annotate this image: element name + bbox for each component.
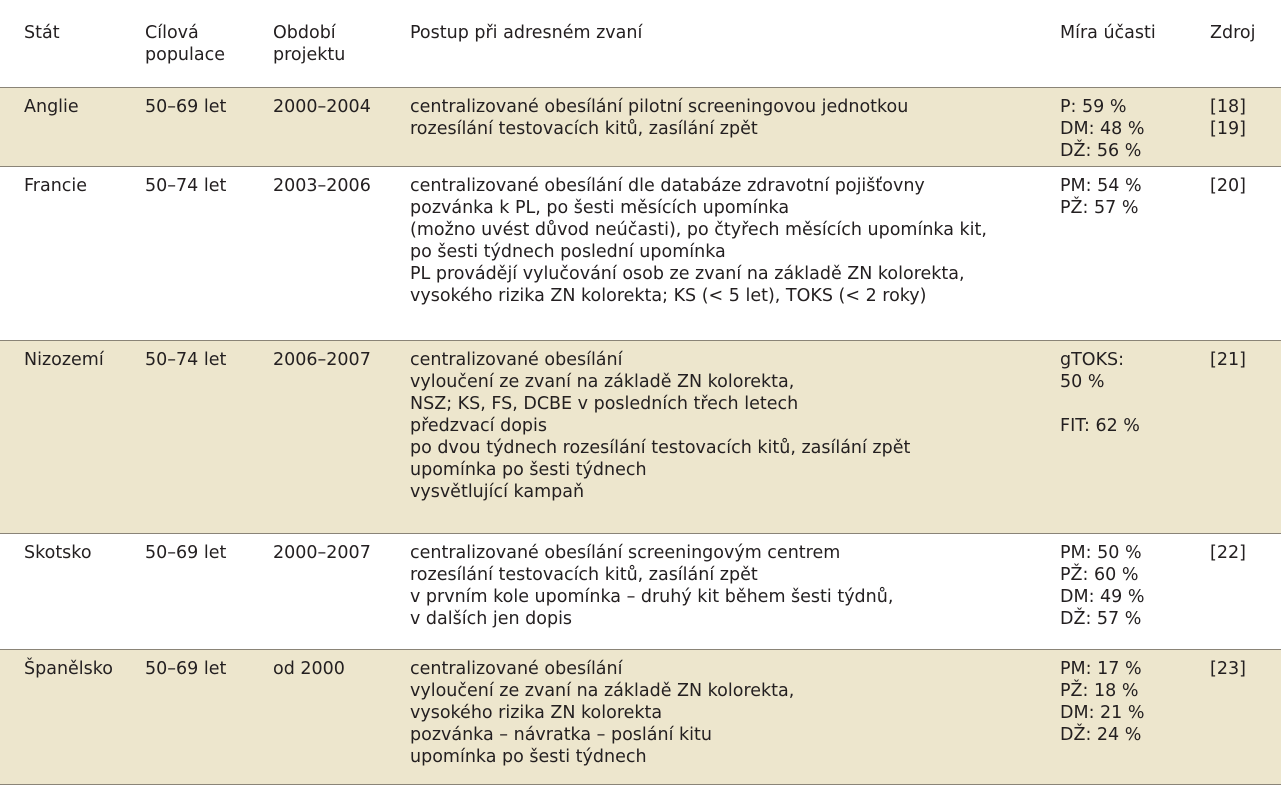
source-reference: [18] xyxy=(1210,96,1246,117)
cell-procedure xyxy=(400,87,1048,166)
procedure-line: vyloučení ze zvaní na základě ZN kolorekta, xyxy=(410,371,795,392)
participation-line: 50 % xyxy=(1060,371,1105,392)
procedure-line: v dalších jen dopis xyxy=(410,608,573,629)
cell-procedure xyxy=(400,166,1048,340)
procedure-line: NSZ; KS, FS, DCBE v posledních třech letech xyxy=(410,393,799,414)
table-row-spanelsko xyxy=(0,649,1281,784)
cell-target-population: 50–74 let xyxy=(145,175,227,196)
cell-country: Skotsko xyxy=(24,542,92,563)
table-row-francie xyxy=(0,166,1281,340)
participation-line: gTOKS: xyxy=(1060,349,1125,370)
participation-line: FIT: 62 % xyxy=(1060,415,1140,436)
source-reference: [22] xyxy=(1210,542,1246,563)
procedure-line: upomínka po šesti týdnech xyxy=(410,746,647,767)
cell-source xyxy=(1198,87,1281,166)
header-procedure xyxy=(400,0,1048,87)
participation-line: DŽ: 56 % xyxy=(1060,140,1142,161)
cell-participation xyxy=(1048,166,1198,340)
cell-target-population: 50–69 let xyxy=(145,658,227,679)
table-row-nizozemi xyxy=(0,340,1281,533)
procedure-line: v prvním kole upomínka – druhý kit během šesti týdnů, xyxy=(410,586,894,607)
procedure-line: rozesílání testovacích kitů, zasílání zpět xyxy=(410,118,758,139)
participation-line: DM: 48 % xyxy=(1060,118,1145,139)
header-country-line: Stát xyxy=(24,23,60,43)
cell-period: od 2000 xyxy=(273,658,345,679)
cell-period: 2006–2007 xyxy=(273,349,371,370)
procedure-line: upomínka po šesti týdnech xyxy=(410,459,647,480)
cell-target-population: 50–69 let xyxy=(145,96,227,117)
cell-period: 2003–2006 xyxy=(273,175,371,196)
participation-spacer xyxy=(1060,393,1198,415)
procedure-line: vysvětlující kampaň xyxy=(410,481,585,502)
cell-country: Španělsko xyxy=(24,658,113,679)
cell-target-population: 50–74 let xyxy=(145,349,227,370)
participation-line: DŽ: 57 % xyxy=(1060,608,1142,629)
header-target-population-line: Cílová xyxy=(145,23,199,43)
participation-line: PM: 50 % xyxy=(1060,542,1142,563)
header-procedure-line: Postup při adresném zvaní xyxy=(410,23,643,43)
header-source-line: Zdroj xyxy=(1210,23,1256,43)
cell-source xyxy=(1198,533,1281,649)
cell-source xyxy=(1198,166,1281,340)
procedure-line: po šesti týdnech poslední upomínka xyxy=(410,241,726,262)
participation-line: PŽ: 60 % xyxy=(1060,564,1139,585)
cell-participation xyxy=(1048,87,1198,166)
procedure-line: (možno uvést důvod neúčasti), po čtyřech měsících upomínka kit, xyxy=(410,219,987,240)
cell-period: 2000–2007 xyxy=(273,542,371,563)
table-row-anglie xyxy=(0,87,1281,166)
cell-participation xyxy=(1048,533,1198,649)
header-project-period-line: Období xyxy=(273,23,336,43)
cell-source xyxy=(1198,649,1281,784)
header-target-population xyxy=(135,0,263,87)
procedure-line: centralizované obesílání screeningovým centrem xyxy=(410,542,841,563)
cell-procedure xyxy=(400,340,1048,533)
procedure-line: pozvánka – návratka – poslání kitu xyxy=(410,724,712,745)
table-bottom-rule xyxy=(0,784,1281,785)
cell-participation xyxy=(1048,649,1198,784)
source-reference: [19] xyxy=(1210,118,1246,139)
procedure-line: pozvánka k PL, po šesti měsících upomínka xyxy=(410,197,790,218)
procedure-line: centralizované obesílání xyxy=(410,349,623,370)
participation-line: DM: 21 % xyxy=(1060,702,1145,723)
header-participation-line: Míra účasti xyxy=(1060,23,1156,43)
source-reference: [20] xyxy=(1210,175,1246,196)
table-header-row xyxy=(0,0,1281,87)
source-reference: [23] xyxy=(1210,658,1246,679)
header-target-population-line: populace xyxy=(145,45,225,65)
procedure-line: předzvací dopis xyxy=(410,415,548,436)
header-project-period xyxy=(263,0,400,87)
procedure-line: centralizované obesílání dle databáze zdravotní pojišťovny xyxy=(410,175,925,196)
participation-line: DŽ: 24 % xyxy=(1060,724,1142,745)
cell-country: Nizozemí xyxy=(24,349,104,370)
cell-participation xyxy=(1048,340,1198,533)
cell-period: 2000–2004 xyxy=(273,96,371,117)
header-country xyxy=(0,0,135,87)
participation-line: P: 59 % xyxy=(1060,96,1127,117)
header-participation xyxy=(1048,0,1198,87)
participation-line: DM: 49 % xyxy=(1060,586,1145,607)
cell-country: Anglie xyxy=(24,96,79,117)
cell-source xyxy=(1198,340,1281,533)
procedure-line: vyloučení ze zvaní na základě ZN kolorekta, xyxy=(410,680,795,701)
participation-line: PŽ: 57 % xyxy=(1060,197,1139,218)
participation-line: PŽ: 18 % xyxy=(1060,680,1139,701)
procedure-line: centralizované obesílání xyxy=(410,658,623,679)
procedure-line: rozesílání testovacích kitů, zasílání zpět xyxy=(410,564,758,585)
procedure-line: centralizované obesílání pilotní screeningovou jednotkou xyxy=(410,96,909,117)
procedure-line: PL provádějí vylučování osob ze zvaní na základě ZN kolorekta, xyxy=(410,263,965,284)
header-source xyxy=(1198,0,1281,87)
procedure-line: vysokého rizika ZN kolorekta xyxy=(410,702,663,723)
header-project-period-line: projektu xyxy=(273,45,346,65)
participation-line: PM: 54 % xyxy=(1060,175,1142,196)
cell-country: Francie xyxy=(24,175,88,196)
source-reference: [21] xyxy=(1210,349,1246,370)
cell-target-population: 50–69 let xyxy=(145,542,227,563)
table-row-skotsko xyxy=(0,533,1281,649)
participation-line: PM: 17 % xyxy=(1060,658,1142,679)
procedure-line: po dvou týdnech rozesílání testovacích kitů, zasílání zpět xyxy=(410,437,911,458)
cell-procedure xyxy=(400,649,1048,784)
procedure-line: vysokého rizika ZN kolorekta; KS (< 5 let), TOKS (< 2 roky) xyxy=(410,285,927,306)
cell-procedure xyxy=(400,533,1048,649)
